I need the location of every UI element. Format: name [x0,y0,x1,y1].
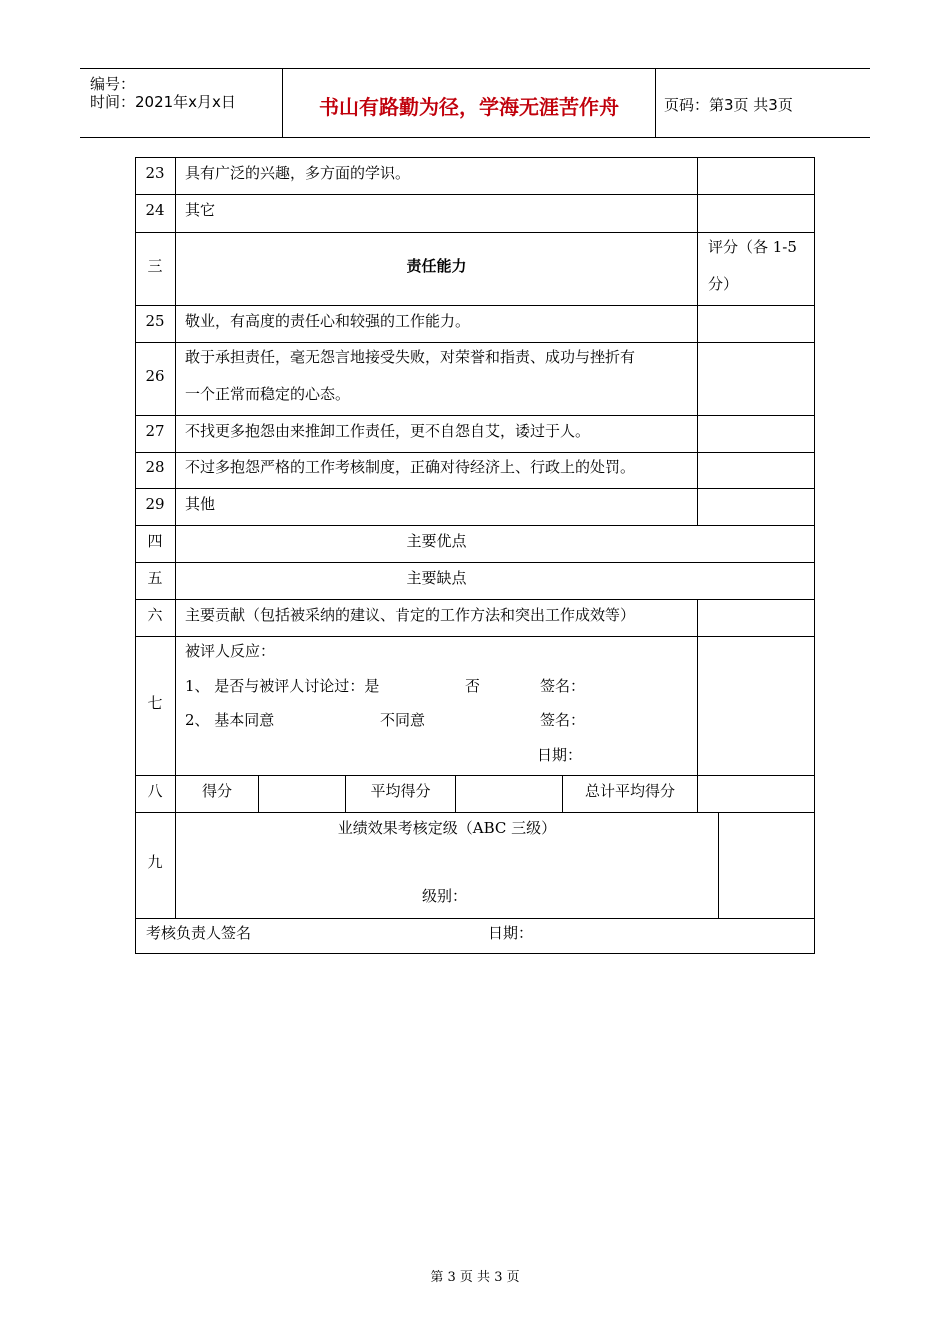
total-average-score-label: 总计平均得分 [584,782,675,800]
section-number: 五 [147,569,163,587]
section-number: 八 [147,782,163,800]
row-number: 26 [145,367,165,385]
section-number: 六 [147,606,163,624]
score-label: 得分 [201,782,232,800]
reaction-item-discussed: 1、 是否与被评人讨论过：是 [185,677,380,695]
criterion-text: 敢于承担责任，毫无怨言地接受失败，对荣誉和指责、成功与挫折有 [185,348,636,366]
row-number: 25 [145,312,165,330]
reaction-item-agree: 2、 基本同意 [185,711,275,729]
criterion-text: 具有广泛的兴趣，多方面的学识。 [185,164,411,182]
section-number: 三 [147,257,163,275]
criterion-text: 敬业，有高度的责任心和较强的工作能力。 [185,312,471,330]
motto: 书山有路勤为径，学海无涯苦作舟 [319,95,619,119]
signature-label: 签名： [540,711,586,729]
criterion-text: 不找更多抱怨由来推卸工作责任，更不自怨自艾，诿过于人。 [185,422,591,440]
page-footer: 第 3 页 共 3 页 [430,1270,520,1285]
section-title: 责任能力 [406,257,467,275]
score-header: 评分（各 1-5 [708,238,797,256]
row-number: 29 [145,495,165,513]
section-title: 主要优点 [406,532,467,550]
section-title: 主要缺点 [406,569,467,587]
header-motto-cell [283,69,656,137]
criterion-text: 其他 [185,495,216,513]
grade-title: 业绩效果考核定级（ABC 三级） [337,819,557,837]
criterion-text: 其它 [185,201,216,219]
score-header: 分） [708,275,739,293]
row-number: 27 [145,422,165,440]
grade-level-label: 级别： [422,887,468,905]
header-meta-cell [80,69,283,137]
criterion-text: 不过多抱怨严格的工作考核制度，正确对待经济上、行政上的处罚。 [185,458,636,476]
page-number-label: 页码：第3页 共3页 [664,96,793,114]
section-number: 四 [147,532,163,550]
row-number: 24 [145,201,165,219]
row-number: 23 [145,164,165,182]
reaction-title: 被评人反应： [185,642,276,660]
reviewer-signature-label: 考核负责人签名 [146,924,252,942]
section-number: 九 [147,853,163,871]
serial-label: 编号： [90,75,136,93]
average-score-label: 平均得分 [370,782,431,800]
reaction-option-no: 否 [465,677,481,695]
section-number: 七 [147,694,163,712]
header-page-cell [656,69,870,137]
signature-label: 签名： [540,677,586,695]
time-label: 时间：2021年x月x日 [90,93,236,111]
evaluation-table [135,157,815,954]
date-label: 日期： [488,924,534,942]
criterion-text: 一个正常而稳定的心态。 [185,385,351,403]
section-title: 主要贡献（包括被采纳的建议、肯定的工作方法和突出工作成效等） [185,606,636,624]
reaction-option-disagree: 不同意 [380,711,426,729]
date-label: 日期： [537,746,583,764]
page-header [80,68,870,138]
row-number: 28 [145,458,165,476]
